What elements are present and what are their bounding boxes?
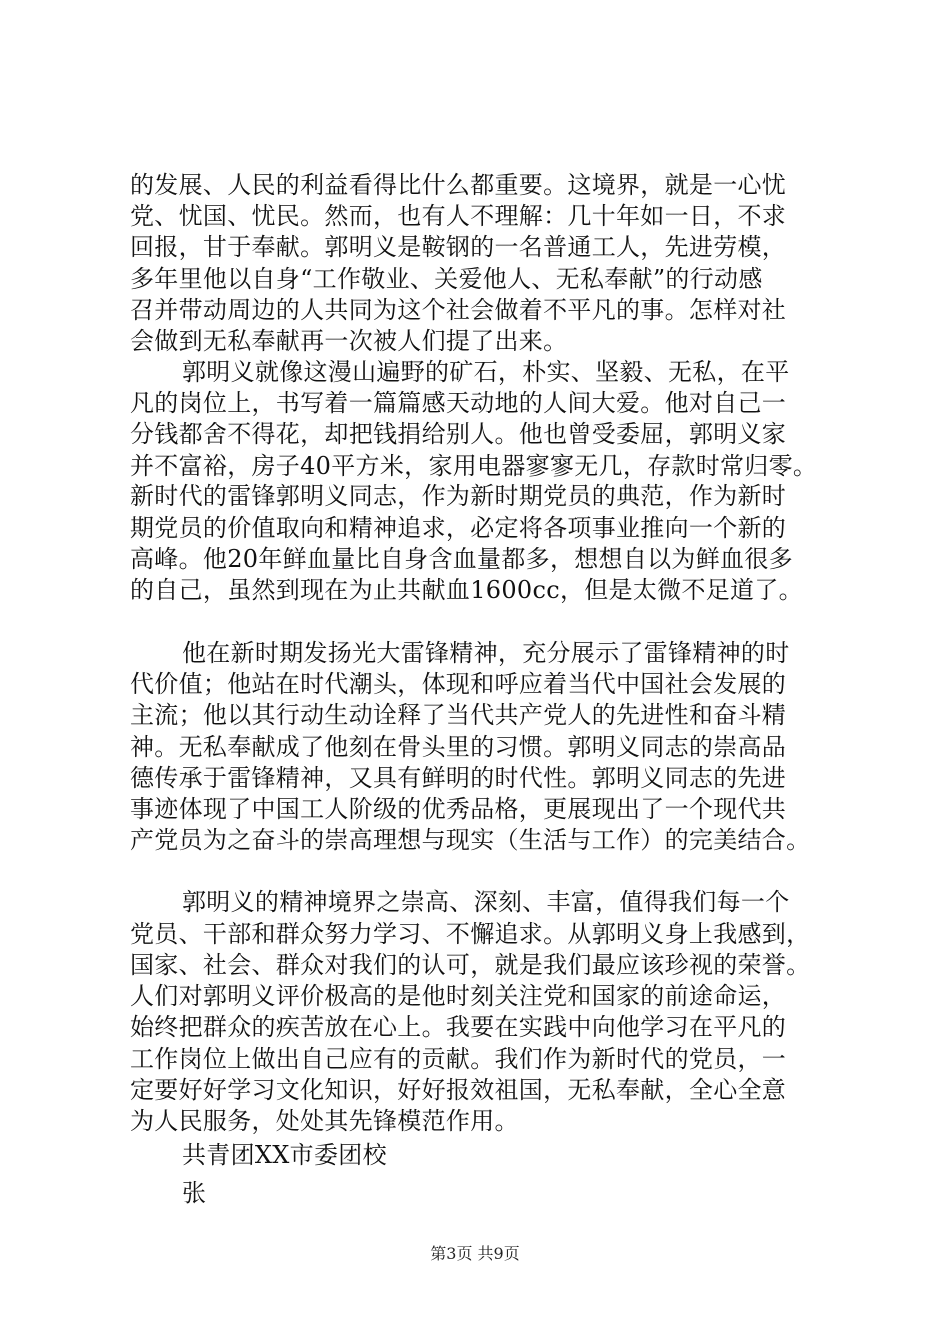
body-line: 的发展、人民的利益看得比什么都重要。这境界，就是一心忧 — [130, 171, 787, 199]
body-line: 会做到无私奉献再一次被人们提了出来。 — [130, 327, 568, 355]
body-line: 德传承于雷锋精神，又具有鲜明的时代性。郭明义同志的先进 — [130, 764, 787, 792]
body-line: 国家、社会、群众对我们的认可，就是我们最应该珍视的荣誉。 — [130, 951, 811, 979]
body-line: 郭明义就像这漫山遍野的矿石，朴实、坚毅、无私，在平 — [182, 358, 790, 386]
body-line: 分钱都舍不得花，却把钱捐给别人。他也曾受委屈，郭明义家 — [130, 420, 787, 448]
body-line: 为人民服务，处处其先锋模范作用。 — [130, 1107, 519, 1135]
page-footer — [0, 1244, 950, 1264]
body-line: 的自己，虽然到现在为止共献血1600cc，但是太微不足道了。 — [130, 576, 803, 604]
page-indicator: 第3页 共9页 — [430, 1244, 520, 1263]
body-line: 郭明义的精神境界之崇高、深刻、丰富，值得我们每一个 — [182, 888, 790, 916]
body-line: 人们对郭明义评价极高的是他时刻关注党和国家的前途命运， — [130, 982, 787, 1010]
body-line: 代价值；他站在时代潮头，体现和呼应着当代中国社会发展的 — [130, 670, 787, 698]
body-line: 回报，甘于奉献。郭明义是鞍钢的一名普通工人，先进劳模， — [130, 233, 787, 261]
body-line: 高峰。他20年鲜血量比自身含血量都多，想想自以为鲜血很多 — [130, 545, 793, 573]
body-line: 他在新时期发扬光大雷锋精神，充分展示了雷锋精神的时 — [182, 639, 790, 667]
body-line: 并不富裕，房子40平方米，家用电器寥寥无几，存款时常归零。 — [130, 452, 818, 480]
body-line: 期党员的价值取向和精神追求，必定将各项事业推向一个新的 — [130, 514, 787, 542]
body-line: 定要好好学习文化知识，好好报效祖国，无私奉献，全心全意 — [130, 1076, 787, 1104]
body-line: 党员、干部和群众努力学习、不懈追求。从郭明义身上我感到， — [130, 920, 811, 948]
body-line: 始终把群众的疾苦放在心上。我要在实践中向他学习在平凡的 — [130, 1013, 787, 1041]
body-line: 召并带动周边的人共同为这个社会做着不平凡的事。怎样对社 — [130, 296, 787, 324]
body-line: 神。无私奉献成了他刻在骨头里的习惯。郭明义同志的崇高品 — [130, 733, 787, 761]
body-line: 多年里他以自身“工作敬业、关爱他人、无私奉献”的行动感 — [130, 265, 763, 293]
body-line: 新时代的雷锋郭明义同志，作为新时期党员的典范，作为新时 — [130, 482, 787, 510]
body-line: 主流；他以其行动生动诠释了当代共产党人的先进性和奋斗精 — [130, 701, 787, 729]
body-line: 凡的岗位上，书写着一篇篇感天动地的人间大爱。他对自己一 — [130, 389, 787, 417]
body-line: 党、忧国、忧民。然而，也有人不理解：几十年如一日，不求 — [130, 202, 787, 230]
body-line: 产党员为之奋斗的崇高理想与现实（生活与工作）的完美结合。 — [130, 826, 811, 854]
signature-organization: 共青团XX市委团校 — [182, 1141, 387, 1169]
signature-name: 张 — [182, 1179, 207, 1207]
body-line: 事迹体现了中国工人阶级的优秀品格，更展现出了一个现代共 — [130, 795, 787, 823]
body-line: 工作岗位上做出自己应有的贡献。我们作为新时代的党员，一 — [130, 1045, 787, 1073]
